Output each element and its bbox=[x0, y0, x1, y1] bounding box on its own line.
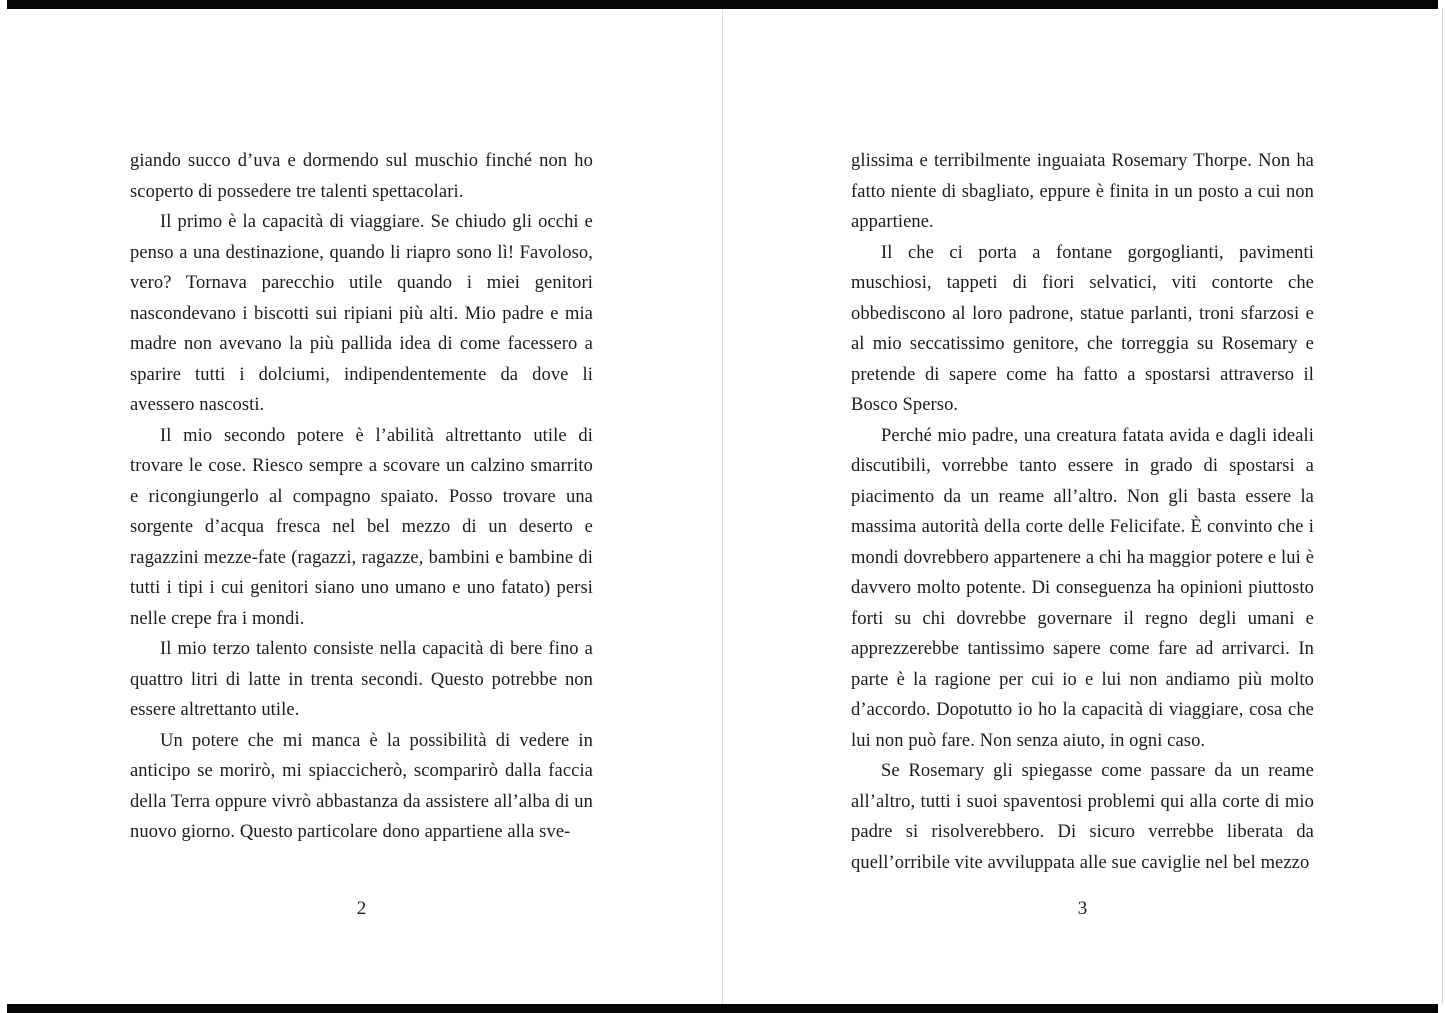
page-gutter-line bbox=[722, 9, 723, 1004]
left-page-text bbox=[130, 146, 593, 848]
paragraph: Il mio secondo potere è l’abilità altrettanto utile di trovare le cose. Riesco sempre a scovare un calzino smarrito e ricongiungerlo al compagno spaiato. Posso trovare una sorgente d’acqua fresca nel bel mezzo di un deserto e ragazzini mezze-fate (ragazzi, ragazze, bambini e bambine di tutti i tipi i cui genitori siano uno umano e uno fatato) persi nelle crepe fra i mondi. bbox=[130, 425, 593, 629]
paragraph: Un potere che mi manca è la possibilità di vedere in anticipo se morirò, mi spiaccicherò, scomparirò dalla faccia della Terra oppure vivrò abbastanza da assistere all’alba di un nuovo giorno. Questo particolare dono appartiene alla sve- bbox=[130, 730, 593, 842]
right-page-text bbox=[851, 146, 1314, 878]
page-edge-line bbox=[1442, 9, 1443, 1004]
top-border bbox=[7, 0, 1438, 9]
paragraph: Il che ci porta a fontane gorgoglianti, pavimenti muschiosi, tappeti di fiori selvatici, viti contorte che obbediscono al loro padrone, statue parlanti, troni sfarzosi e al mio seccatissimo genitore, che torreggia su Rosemary e pretende di sapere come ha fatto a spostarsi attraverso il Bosco Sperso. bbox=[851, 242, 1314, 415]
page-number-right: 3 bbox=[1077, 898, 1088, 919]
paragraph: Il mio terzo talento consiste nella capacità di bere fino a quattro litri di latte in trenta secondi. Questo potrebbe non essere altrettanto utile. bbox=[130, 639, 593, 720]
paragraph: Il primo è la capacità di viaggiare. Se chiudo gli occhi e penso a una destinazione, quando li riapro sono lì! Favoloso, vero? Tornava parecchio utile quando i miei genitori nascondevano i biscotti sui ripiani più alti. Mio padre e mia madre non avevano la più pallida idea di come facessero a sparire tutti i dolciumi, indipendentemente da dove li avessero nascosti. bbox=[130, 212, 593, 415]
page-number-left: 2 bbox=[356, 898, 367, 919]
paragraph: giando succo d’uva e dormendo sul muschio finché non ho scoperto di possedere tre talenti spettacolari. bbox=[130, 151, 593, 202]
paragraph: Se Rosemary gli spiegasse come passare da un reame all’altro, tutti i suoi spaventosi problemi qui alla corte di mio padre si risolverebbero. Di sicuro verrebbe liberata da quell’orribile vite avviluppata alle sue caviglie nel bel mezzo bbox=[851, 761, 1314, 873]
paragraph: glissima e terribilmente inguaiata Rosemary Thorpe. Non ha fatto niente di sbagliato, eppure è finita in un posto a cui non appartiene. bbox=[851, 151, 1314, 232]
bottom-border bbox=[7, 1004, 1438, 1013]
paragraph: Perché mio padre, una creatura fatata avida e dagli ideali discutibili, vorrebbe tanto essere in grado di spostarsi a piacimento da un reame all’altro. Non gli basta essere la massima autorità della corte delle Felicifate. È convinto che i mondi dovrebbero appartenere a chi ha maggior potere e lui è davvero molto potente. Di conseguenza ha opinioni piuttosto forti su chi dovrebbe governare il regno degli umani e apprezzerebbe tantissimo sapere come fare ad arrivarci. In parte è la ragione per cui io e lui non andiamo più molto d’accordo. Dopotutto io ho la capacità di viaggiare, cosa che lui non può fare. Non senza aiuto, in ogni caso. bbox=[851, 425, 1314, 751]
